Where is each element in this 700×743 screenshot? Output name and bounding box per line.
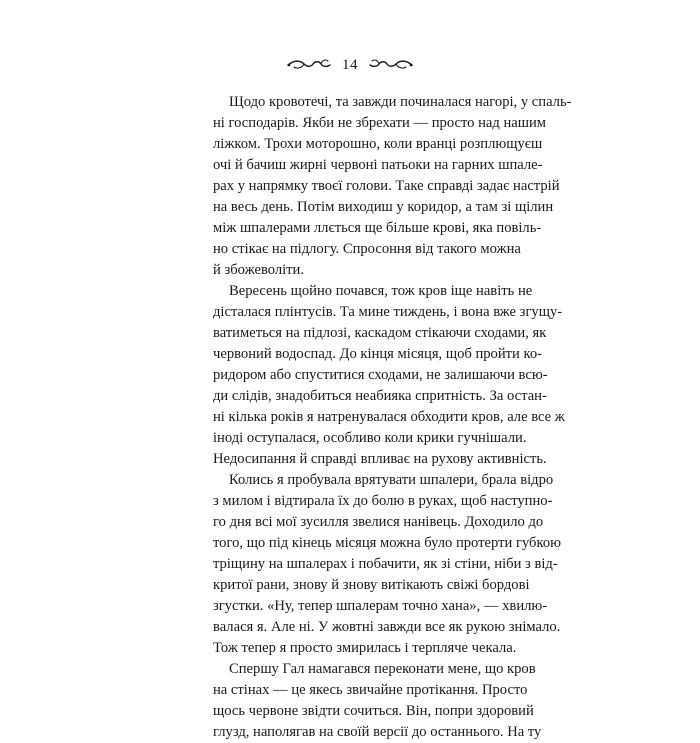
text-line: згустки. «Ну, тепер шпалерам точно хана», — хвилю- — [213, 598, 548, 614]
text-line: ди слідів, знадобиться неабияка спритність. За остан- — [213, 388, 547, 404]
text-line: Колись я пробувала врятувати шпалери, брала відро — [229, 472, 554, 488]
text-line: рах у напрямку твоєї голови. Таке справді задає настрій — [213, 178, 560, 194]
text-line: дісталася плінтусів. Та мине тиждень, і вона вже згущу- — [213, 304, 563, 320]
text-line: між шпалерами ллється ще більше крові, яка повіль- — [213, 220, 542, 236]
flourish-left-icon — [286, 58, 332, 72]
text-line: іноді оступалася, особливо коли крики гучнішали. — [213, 430, 527, 446]
text-line: Тож тепер я просто змирилась і терпляче чекала. — [213, 640, 517, 656]
text-line: Щодо кровотечі, та завжди починалася нагорі, у спаль- — [229, 94, 572, 110]
text-line: Вересень щойно почався, тож кров іще навіть не — [229, 283, 533, 299]
page-number: 14 — [342, 56, 358, 73]
paragraph — [213, 92, 572, 281]
running-header — [0, 54, 700, 76]
text-line: глузд, наполягав на своїй версії до останнього. На ту — [213, 724, 542, 740]
text-line: й збожеволіти. — [213, 262, 305, 278]
text-line: го дня всі мої зусилля звелися нанівець. Доходило до — [213, 514, 544, 530]
flourish-right-icon — [368, 58, 414, 72]
text-line: на весь день. Потім виходиш у коридор, а там зі щілин — [213, 199, 554, 215]
text-line: щось червоне звідти сочиться. Він, попри здоровий — [213, 703, 534, 719]
text-line: ватиметься на підлозі, каскадом стікаючи сходами, як — [213, 325, 547, 341]
text-line: очі й бачиш жирні червоні патьоки на гарних шпале- — [213, 157, 543, 173]
text-line: тріщину на шпалерах і побачити, як зі стіни, ніби з від- — [213, 556, 558, 572]
text-line: ридором або спуститися сходами, не залишаючи всю- — [213, 367, 548, 383]
paragraph — [213, 659, 542, 743]
text-line: того, що під кінець місяця можна було протерти губкою — [213, 535, 562, 551]
paragraph — [213, 470, 562, 659]
text-line: критої рани, знову й знову витікають свіжі бордові — [213, 577, 530, 593]
text-line: ні господарів. Якби не збрехати — просто над нашим — [213, 115, 547, 131]
text-line: на стінах — це якесь звичайне протікання. Просто — [213, 682, 528, 698]
text-line: червоний водоспад. До кінця місяця, щоб пройти ко- — [213, 346, 543, 362]
text-line: ліжком. Трохи моторошно, коли вранці розплющуєш — [213, 136, 543, 152]
text-line: Спершу Гал намагався переконати мене, що кров — [229, 661, 536, 677]
text-line: з милом і відтирала їх до болю в руках, щоб наступно- — [213, 493, 553, 509]
text-line: ні кілька років я натренувалася обходити кров, але все ж — [213, 409, 565, 425]
text-line: но стікає на підлогу. Спросоння від такого можна — [213, 241, 521, 257]
paragraph — [213, 281, 565, 470]
text-line: Недосипання й справді впливає на рухову активність. — [213, 451, 547, 467]
book-page-body — [213, 92, 572, 743]
text-line: валася я. Але ні. У жовтні завжди все як рукою знімало. — [213, 619, 561, 635]
